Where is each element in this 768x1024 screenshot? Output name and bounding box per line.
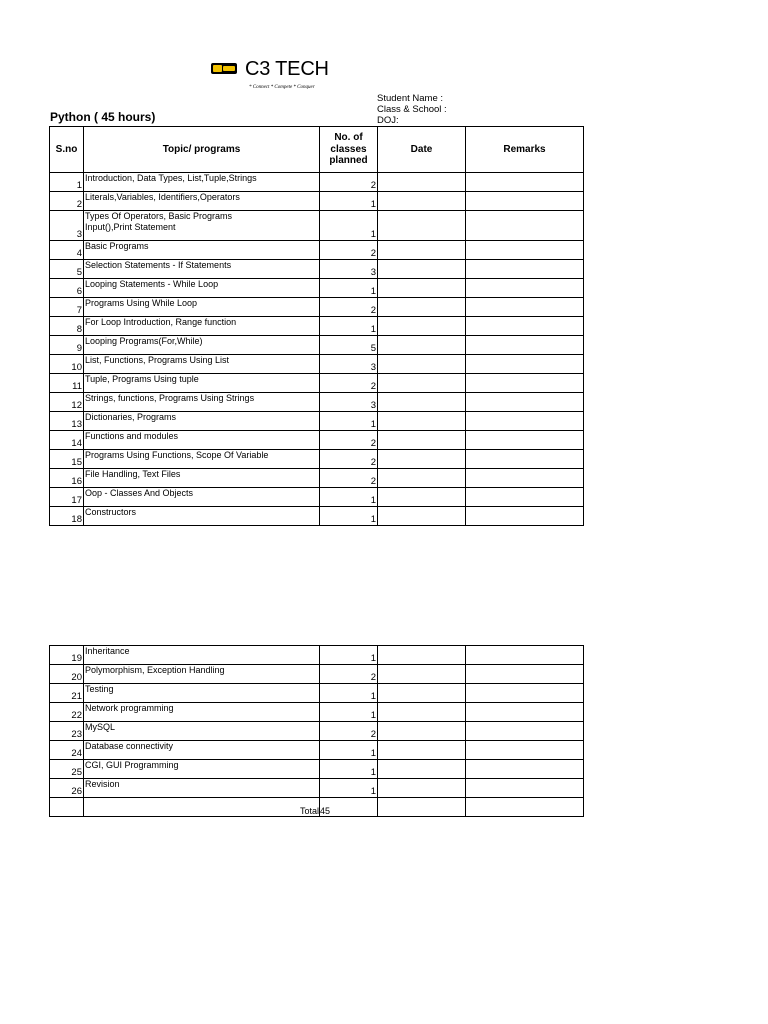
table-header-row (50, 127, 584, 173)
row-sno: 9 (50, 336, 84, 355)
table-row (50, 507, 584, 526)
row-date-cell[interactable] (378, 703, 466, 722)
row-topic: Programs Using While Loop (84, 298, 320, 317)
row-classes-planned: 5 (320, 336, 378, 355)
row-remarks-cell[interactable] (466, 336, 584, 355)
row-classes-planned: 1 (320, 211, 378, 241)
row-date-cell[interactable] (378, 393, 466, 412)
row-topic: Functions and modules (84, 431, 320, 450)
row-remarks-cell[interactable] (466, 298, 584, 317)
table-row (50, 355, 584, 374)
row-sno: 26 (50, 779, 84, 798)
row-topic: File Handling, Text Files (84, 469, 320, 488)
row-remarks-cell[interactable] (466, 412, 584, 431)
row-topic: Dictionaries, Programs (84, 412, 320, 431)
row-sno: 8 (50, 317, 84, 336)
row-topic: Oop - Classes And Objects (84, 488, 320, 507)
row-topic: Literals,Variables, Identifiers,Operators (84, 192, 320, 211)
table-row (50, 779, 584, 798)
table-row (50, 336, 584, 355)
syllabus-table-part2 (49, 645, 584, 817)
row-sno: 20 (50, 665, 84, 684)
row-sno: 15 (50, 450, 84, 469)
row-classes-planned: 1 (320, 703, 378, 722)
table-row (50, 279, 584, 298)
row-topic: CGI, GUI Programming (84, 760, 320, 779)
row-date-cell[interactable] (378, 684, 466, 703)
row-remarks-cell[interactable] (466, 374, 584, 393)
row-sno: 6 (50, 279, 84, 298)
table-row (50, 412, 584, 431)
row-classes-planned: 2 (320, 431, 378, 450)
table-row (50, 173, 584, 192)
row-classes-planned: 3 (320, 260, 378, 279)
table-row (50, 317, 584, 336)
row-date-cell[interactable] (378, 469, 466, 488)
row-topic: Looping Programs(For,While) (84, 336, 320, 355)
row-classes-planned: 1 (320, 317, 378, 336)
row-remarks-cell[interactable] (466, 703, 584, 722)
total-sno-cell (50, 798, 84, 817)
row-date-cell[interactable] (378, 279, 466, 298)
row-classes-planned: 1 (320, 779, 378, 798)
row-topic: Testing (84, 684, 320, 703)
row-topic: Looping Statements - While Loop (84, 279, 320, 298)
row-date-cell[interactable] (378, 488, 466, 507)
row-date-cell[interactable] (378, 760, 466, 779)
row-remarks-cell[interactable] (466, 260, 584, 279)
row-remarks-cell[interactable] (466, 741, 584, 760)
row-classes-planned: 1 (320, 760, 378, 779)
row-date-cell[interactable] (378, 241, 466, 260)
row-remarks-cell[interactable] (466, 450, 584, 469)
row-date-cell[interactable] (378, 374, 466, 393)
row-remarks-cell[interactable] (466, 646, 584, 665)
row-topic: Network programming (84, 703, 320, 722)
header-remarks: Remarks (466, 127, 584, 173)
row-classes-planned: 2 (320, 241, 378, 260)
row-date-cell[interactable] (378, 298, 466, 317)
row-date-cell[interactable] (378, 412, 466, 431)
row-remarks-cell[interactable] (466, 431, 584, 450)
table-row (50, 393, 584, 412)
table-row (50, 703, 584, 722)
row-sno: 5 (50, 260, 84, 279)
row-classes-planned: 3 (320, 355, 378, 374)
row-topic: Programs Using Functions, Scope Of Variable (84, 450, 320, 469)
row-classes-planned: 2 (320, 450, 378, 469)
row-remarks-cell[interactable] (466, 507, 584, 526)
row-remarks-cell[interactable] (466, 488, 584, 507)
row-topic: Revision (84, 779, 320, 798)
row-sno: 7 (50, 298, 84, 317)
syllabus-table-part1 (49, 126, 584, 526)
table-row (50, 192, 584, 211)
row-sno: 1 (50, 173, 84, 192)
row-sno: 25 (50, 760, 84, 779)
row-topic: Introduction, Data Types, List,Tuple,Strings (84, 173, 320, 192)
row-classes-planned: 2 (320, 469, 378, 488)
row-remarks-cell[interactable] (466, 779, 584, 798)
row-remarks-cell[interactable] (466, 760, 584, 779)
row-topic: Database connectivity (84, 741, 320, 760)
row-classes-planned: 2 (320, 298, 378, 317)
table-row (50, 665, 584, 684)
row-remarks-cell[interactable] (466, 173, 584, 192)
row-topic: List, Functions, Programs Using List (84, 355, 320, 374)
row-date-cell[interactable] (378, 355, 466, 374)
table-row (50, 241, 584, 260)
row-sno: 17 (50, 488, 84, 507)
row-date-cell[interactable] (378, 507, 466, 526)
table-row (50, 374, 584, 393)
row-sno: 13 (50, 412, 84, 431)
row-date-cell[interactable] (378, 211, 466, 241)
row-date-cell[interactable] (378, 646, 466, 665)
table-row (50, 760, 584, 779)
header-classes: No. of classes planned (320, 127, 378, 173)
row-date-cell[interactable] (378, 741, 466, 760)
class-school-label: Class & School : (377, 104, 447, 115)
row-classes-planned: 3 (320, 393, 378, 412)
row-sno: 19 (50, 646, 84, 665)
total-date-cell (378, 798, 466, 817)
row-date-cell[interactable] (378, 779, 466, 798)
total-remarks-cell (466, 798, 584, 817)
row-topic: Selection Statements - If Statements (84, 260, 320, 279)
row-date-cell[interactable] (378, 336, 466, 355)
row-sno: 12 (50, 393, 84, 412)
table-row (50, 211, 584, 241)
row-sno: 23 (50, 722, 84, 741)
row-remarks-cell[interactable] (466, 469, 584, 488)
row-topic: For Loop Introduction, Range function (84, 317, 320, 336)
row-classes-planned: 2 (320, 374, 378, 393)
header-topic: Topic/ programs (84, 127, 320, 173)
table-row (50, 450, 584, 469)
row-remarks-cell[interactable] (466, 665, 584, 684)
row-topic: Tuple, Programs Using tuple (84, 374, 320, 393)
row-classes-planned: 2 (320, 173, 378, 192)
table-row (50, 646, 584, 665)
student-info-block (377, 93, 447, 126)
row-topic: Types Of Operators, Basic Programs Input(),Print Statement (84, 211, 320, 241)
table-row (50, 260, 584, 279)
header-date: Date (378, 127, 466, 173)
header-sno: S.no (50, 127, 84, 173)
row-classes-planned: 1 (320, 507, 378, 526)
row-remarks-cell[interactable] (466, 355, 584, 374)
row-topic: Strings, functions, Programs Using Strings (84, 393, 320, 412)
row-sno: 18 (50, 507, 84, 526)
row-date-cell[interactable] (378, 722, 466, 741)
table-row (50, 741, 584, 760)
row-remarks-cell[interactable] (466, 241, 584, 260)
total-value: 45 (320, 798, 378, 817)
row-date-cell[interactable] (378, 431, 466, 450)
row-date-cell[interactable] (378, 192, 466, 211)
table-row (50, 488, 584, 507)
row-remarks-cell[interactable] (466, 393, 584, 412)
row-remarks-cell[interactable] (466, 192, 584, 211)
row-topic: Basic Programs (84, 241, 320, 260)
row-sno: 16 (50, 469, 84, 488)
row-classes-planned: 1 (320, 741, 378, 760)
course-title: Python ( 45 hours) (50, 110, 156, 124)
row-sno: 10 (50, 355, 84, 374)
row-sno: 4 (50, 241, 84, 260)
row-remarks-cell[interactable] (466, 317, 584, 336)
row-sno: 11 (50, 374, 84, 393)
row-sno: 14 (50, 431, 84, 450)
table-row (50, 722, 584, 741)
row-classes-planned: 2 (320, 665, 378, 684)
row-date-cell[interactable] (378, 665, 466, 684)
row-classes-planned: 1 (320, 488, 378, 507)
table-row (50, 298, 584, 317)
row-sno: 22 (50, 703, 84, 722)
row-remarks-cell[interactable] (466, 684, 584, 703)
table-row (50, 431, 584, 450)
row-classes-planned: 1 (320, 192, 378, 211)
total-row (50, 798, 584, 817)
row-date-cell[interactable] (378, 173, 466, 192)
row-sno: 3 (50, 211, 84, 241)
row-sno: 24 (50, 741, 84, 760)
row-classes-planned: 2 (320, 722, 378, 741)
table-row (50, 469, 584, 488)
row-classes-planned: 1 (320, 684, 378, 703)
row-sno: 21 (50, 684, 84, 703)
doj-label: DOJ: (377, 115, 399, 126)
student-name-label: Student Name : (377, 93, 444, 104)
logo-brand-text: C3 TECH (245, 58, 329, 80)
row-remarks-cell[interactable] (466, 211, 584, 241)
row-topic: Polymorphism, Exception Handling (84, 665, 320, 684)
row-topic: Inheritance (84, 646, 320, 665)
row-topic: MySQL (84, 722, 320, 741)
row-remarks-cell[interactable] (466, 279, 584, 298)
logo-tagline: * Connect * Compete * Conquer (249, 85, 315, 90)
row-classes-planned: 1 (320, 279, 378, 298)
row-date-cell[interactable] (378, 317, 466, 336)
row-date-cell[interactable] (378, 260, 466, 279)
row-remarks-cell[interactable] (466, 722, 584, 741)
total-label: Total (84, 798, 320, 817)
table-row (50, 684, 584, 703)
c3-tech-logo (211, 60, 331, 96)
row-classes-planned: 1 (320, 646, 378, 665)
row-date-cell[interactable] (378, 450, 466, 469)
row-sno: 2 (50, 192, 84, 211)
row-classes-planned: 1 (320, 412, 378, 431)
logo-badge-icon (211, 63, 237, 74)
row-topic: Constructors (84, 507, 320, 526)
